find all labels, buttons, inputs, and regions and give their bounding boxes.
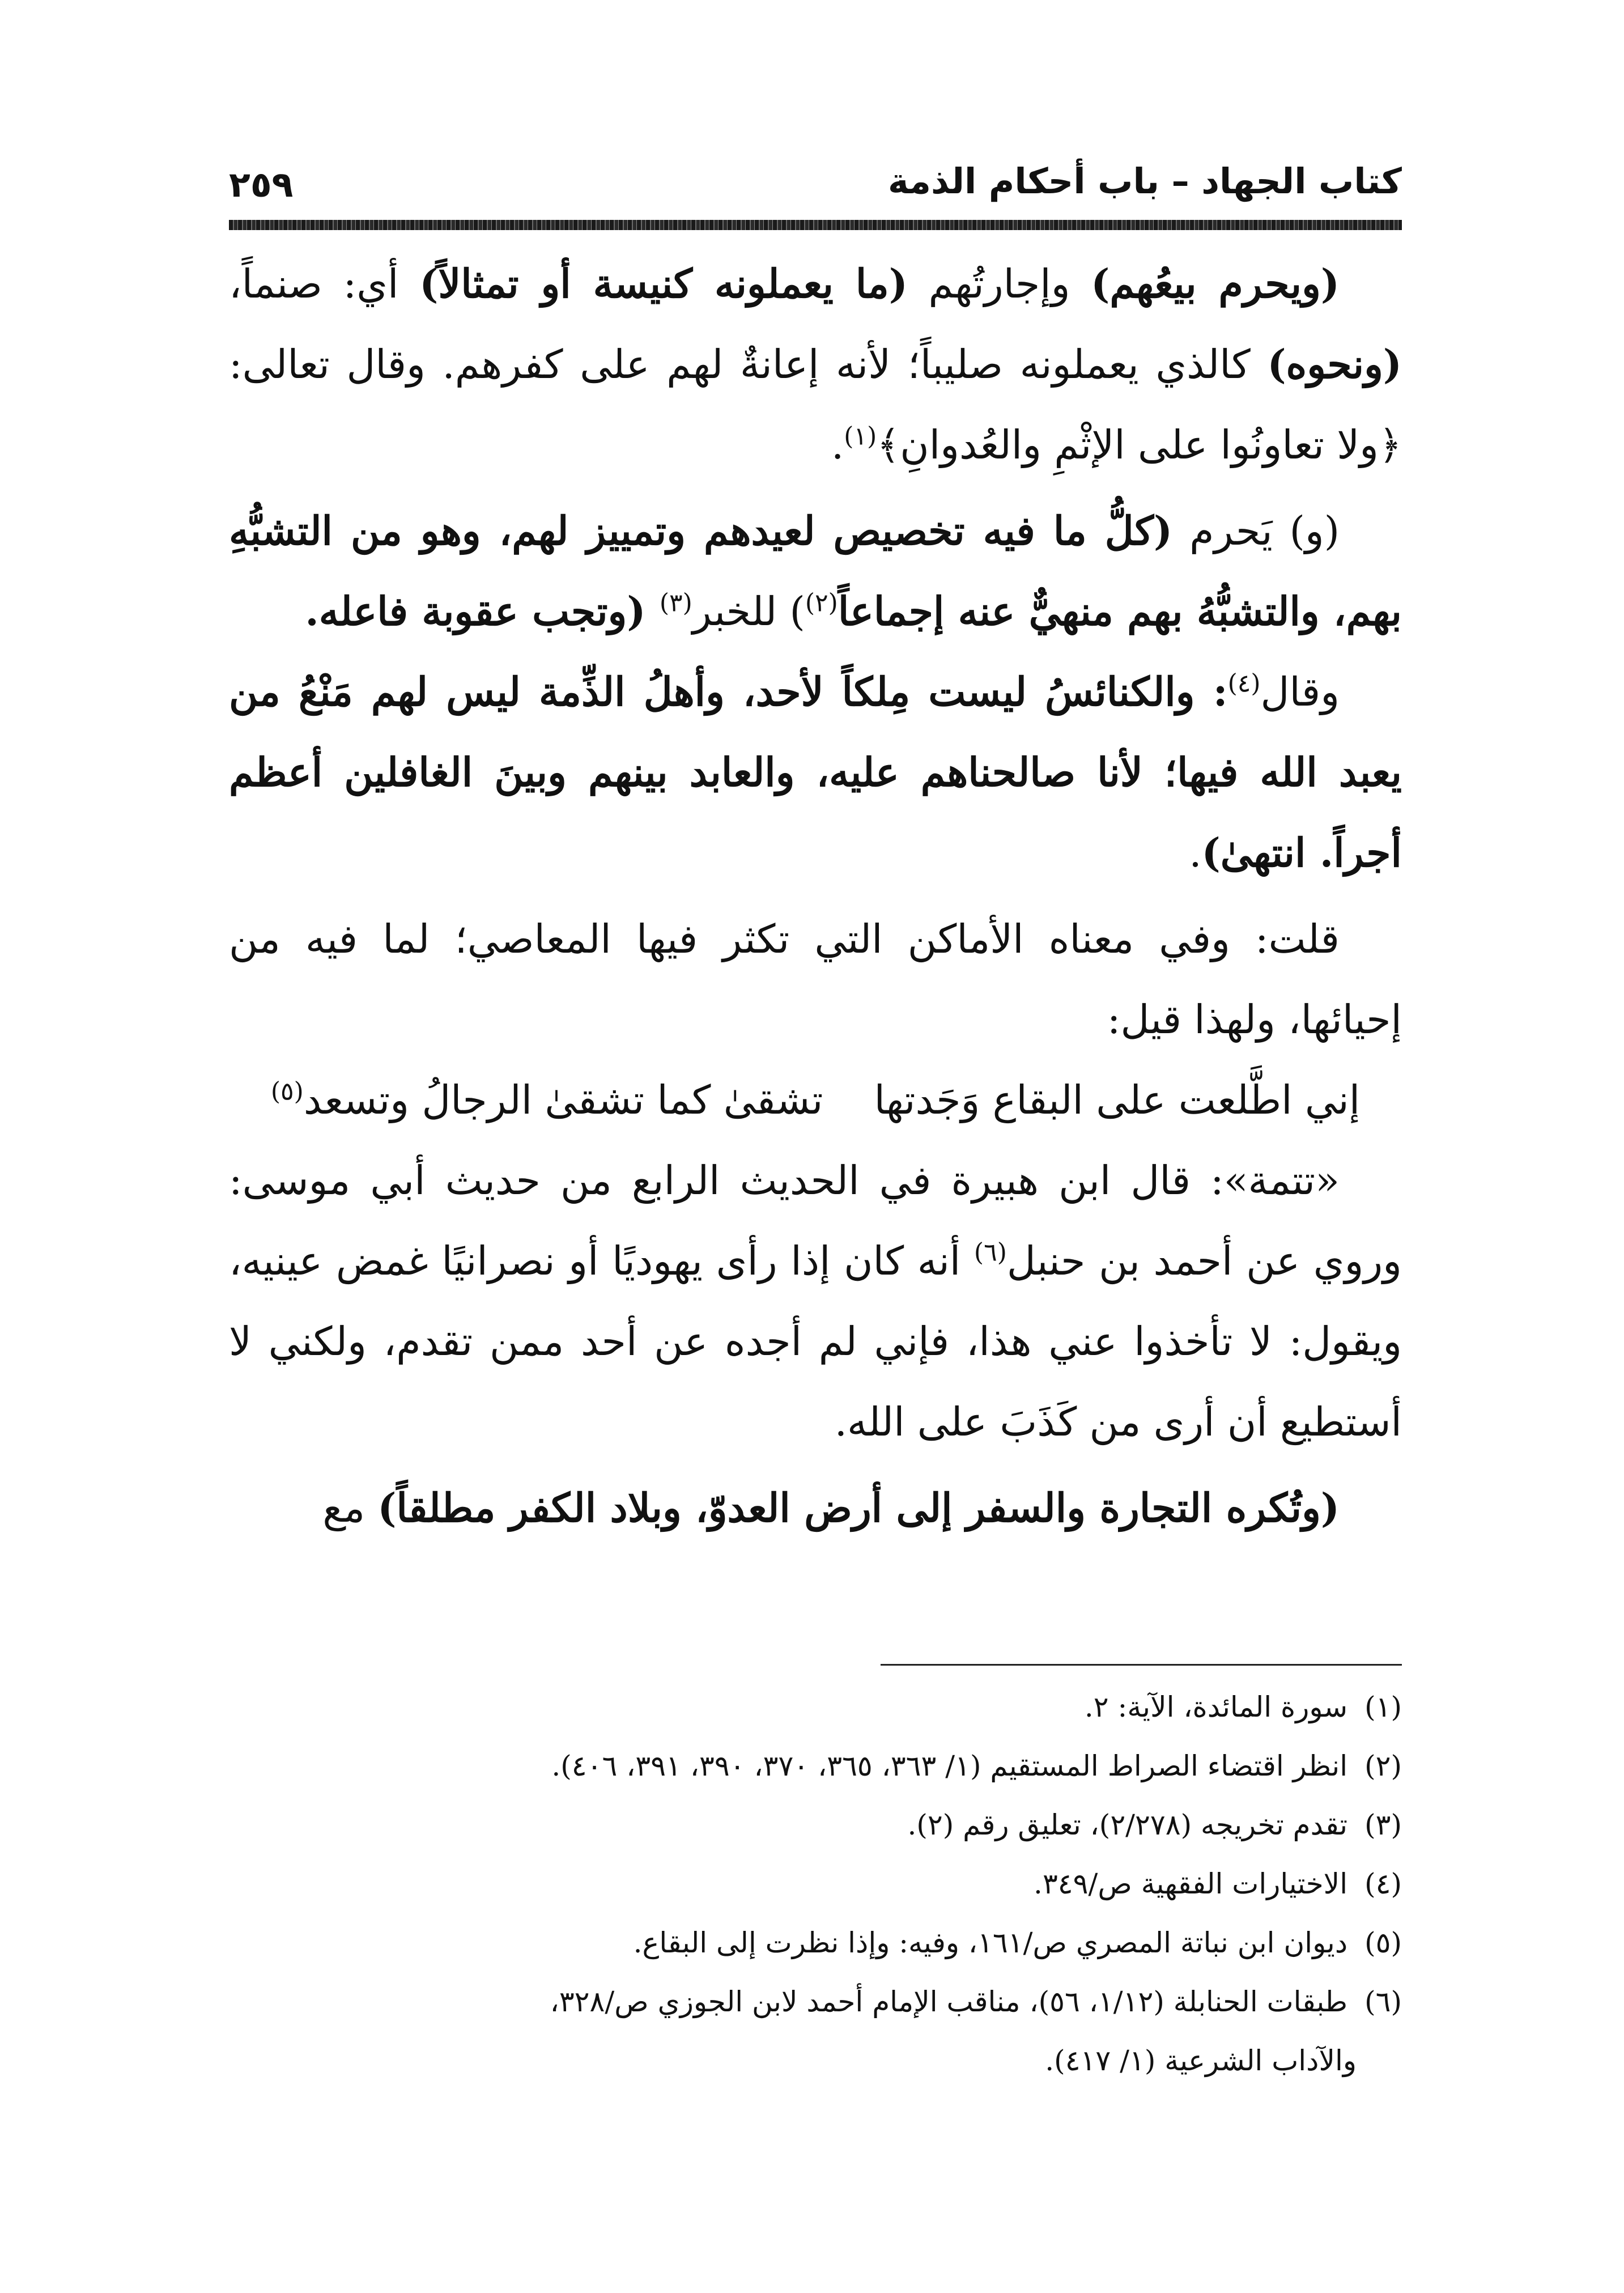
- chapter-title: كتاب الجهاد – باب أحكام الذمة: [887, 160, 1402, 202]
- matn-text: : والكنائسُ ليست مِلكاً لأحد، وأهلُ الذِّمة ليس لهم مَنْعُ من يعبد الله فيها؛ لأنا صالحناهم عليه، والعابد بينهم وبينَ الغافلين أعظم أجراً. انتهىٰ): [229, 668, 1402, 876]
- punctuation: .: [1189, 830, 1202, 876]
- header-rule: [229, 220, 1402, 230]
- sharh-text: (و) يَحرم: [1172, 508, 1340, 554]
- verse-hemistich-1: إني اطَّلعت على البقاع وَجَدتها: [874, 1077, 1361, 1123]
- matn-text: (ما يعملونه كنيسة أو تمثالاً): [419, 260, 908, 307]
- paragraph-2: [229, 491, 1402, 652]
- footnote-ref: (٢): [805, 588, 838, 618]
- matn-text: (كلُّ ما فيه تخصيص لعيدهم وتمييز لهم، وهو من التشبُّهِ بهم، والتشبُّهُ بهم منهيٌّ عنه إجماعاً: [229, 507, 1402, 635]
- running-header: [229, 153, 1402, 215]
- poetry-verse: [229, 1060, 1402, 1140]
- matn-text: (وتُكره التجارة والسفر إلى أرض العدوّ، وبلاد الكفر مطلقاً): [377, 1484, 1340, 1531]
- paragraph-3: [229, 652, 1402, 893]
- footnote-text: انظر اقتضاء الصراط المستقيم (١/ ٣٦٣، ٣٦٥، ٣٧٠، ٣٩٠، ٣٩١، ٤٠٦).: [551, 1750, 1348, 1782]
- sharh-text: أنه كان إذا رأى يهوديًا أو نصرانيًا غمض عينيه، ويقول: لا تأخذوا عني هذا، فإني لم أجده عن أحد ممن تقدم، ولكني لا أستطيع أن أرى من كَذَبَ على الله.: [229, 1238, 1402, 1445]
- punctuation: .: [831, 422, 844, 468]
- sharh-text: قلت: وفي معناه الأماكن التي تكثر فيها المعاصي؛ لما فيه من إحيائها، ولهذا قيل:: [229, 916, 1402, 1043]
- footnote-ref: (٥): [270, 1077, 304, 1106]
- footnote-5: [238, 1913, 1402, 1972]
- footnote-separator: [881, 1664, 1402, 1666]
- main-text: [229, 244, 1402, 1548]
- matn-text: (وتجب عقوبة فاعله.: [305, 588, 660, 635]
- page-number: ٢٥٩: [229, 164, 294, 205]
- footnote-6: [238, 1972, 1402, 2031]
- paragraph-1: [229, 244, 1402, 485]
- verse-hemistich-2: تشقىٰ كما تشقىٰ الرجالُ وتسعد: [303, 1077, 823, 1123]
- footnote-number: (٣): [1364, 1808, 1402, 1841]
- footnote-text: ديوان ابن نباتة المصري ص/١٦١، وفيه: وإذا نظرت إلى البقاع.: [633, 1926, 1348, 1959]
- paragraph-6: [229, 1468, 1402, 1548]
- footnotes: [238, 1678, 1402, 2090]
- sharh-text: ) للخبر: [692, 588, 805, 635]
- footnote-number: (٦): [1364, 1985, 1402, 2018]
- footnote-4: [238, 1854, 1402, 1913]
- footnote-text: تقدم تخريجه (٢/٢٧٨)، تعليق رقم (٢).: [907, 1808, 1348, 1841]
- matn-text: (ويحرم بيعُهم): [1091, 260, 1340, 307]
- paragraph-4: [229, 899, 1402, 1060]
- footnote-number: (٢): [1364, 1750, 1402, 1782]
- footnote-ref: (٦): [973, 1238, 1007, 1267]
- footnote-6-continuation: والآداب الشرعية (١/ ٤١٧).: [1045, 2044, 1357, 2077]
- footnote-2: [238, 1736, 1402, 1795]
- sharh-text: «تتمة»: قال ابن هبيرة في الحديث الرابع من حديث أبي موسى: وروي عن أحمد بن حنبل: [229, 1157, 1402, 1284]
- footnote-1: [238, 1678, 1402, 1736]
- footnote-text: طبقات الحنابلة (١/١٢، ٥٦)، مناقب الإمام أحمد لابن الجوزي ص/٣٢٨،: [550, 1985, 1348, 2018]
- footnote-ref: (٣): [659, 588, 692, 618]
- paragraph-5: [229, 1140, 1402, 1462]
- matn-text: (ونحوه): [1267, 341, 1402, 388]
- sharh-text: وقال: [1260, 669, 1340, 715]
- footnote-ref: (١): [844, 422, 877, 451]
- sharh-text: مع: [322, 1485, 378, 1531]
- footnote-number: (٥): [1364, 1926, 1402, 1959]
- footnote-number: (٤): [1364, 1867, 1402, 1900]
- footnote-text: الاختيارات الفقهية ص/٣٤٩.: [1034, 1867, 1348, 1900]
- footnote-3: [238, 1795, 1402, 1854]
- sharh-text: أي: صنماً،: [229, 261, 420, 307]
- sharh-text: كالذي يعملونه صليباً؛ لأنه إعانةٌ لهم على كفرهم. وقال تعالى: ﴿ولا تعاونُوا على الإثْمِ والعُدوانِ﴾: [229, 341, 1402, 468]
- footnote-number: (١): [1364, 1691, 1402, 1723]
- footnote-text: سورة المائدة، الآية: ٢.: [1084, 1691, 1348, 1723]
- footnote-ref: (٤): [1227, 669, 1261, 698]
- sharh-text: وإجارتُهم: [907, 261, 1091, 307]
